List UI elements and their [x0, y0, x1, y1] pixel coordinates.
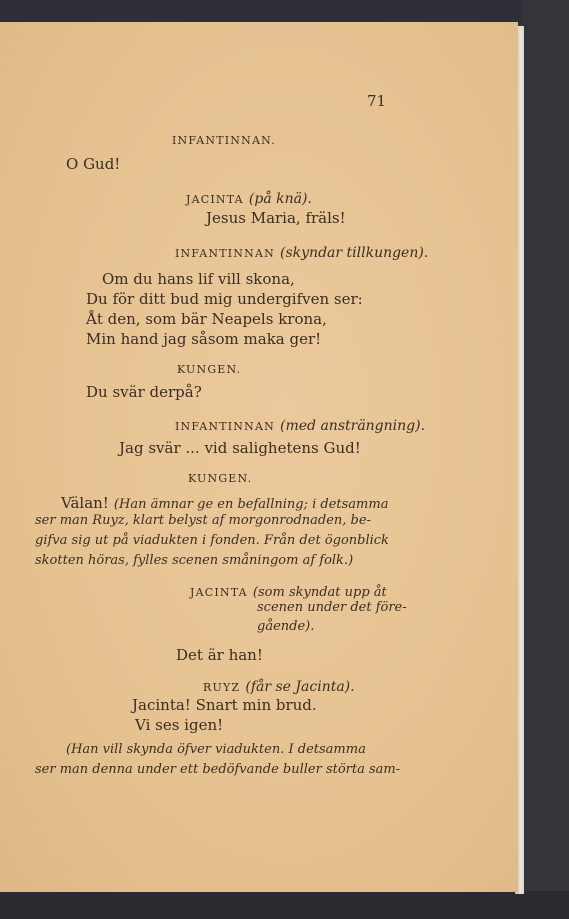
stage-direction: (skyndar tillkungen).	[280, 245, 429, 261]
dialogue-line: Jesus Maria, fräls!	[206, 209, 346, 227]
speaker-infantinnan: INFANTINNAN	[175, 247, 275, 260]
verse-line: Om du hans lif vill skona,	[102, 270, 295, 288]
scan-background-right	[521, 0, 569, 919]
dialogue-line: O Gud!	[66, 155, 121, 173]
stage-direction: (Han vill skynda öfver viadukten. I detsamma	[66, 742, 366, 757]
speaker-jacinta: JACINTA	[190, 586, 248, 599]
speaker-kungen: KUNGEN.	[188, 472, 253, 485]
scan-background-bottom	[0, 891, 569, 919]
speaker-jacinta: JACINTA	[186, 193, 244, 206]
dialogue-line: Det är han!	[176, 646, 263, 664]
verse-line: Jacinta! Snart min brud.	[132, 696, 317, 714]
dialogue-with-direction	[61, 493, 388, 512]
book-page	[0, 22, 518, 892]
verse-line: Åt den, som bär Neapels krona,	[86, 310, 327, 328]
speaker-heading-ruyz	[203, 676, 355, 695]
speaker-heading-infantinnan	[175, 415, 425, 434]
stage-direction: (Han ämnar ge en befallning; i detsamma	[113, 497, 389, 512]
stage-direction: (som skyndat upp åt	[252, 585, 387, 600]
stage-direction: (på knä).	[248, 191, 312, 207]
dialogue-line: Jag svär ... vid salighetens Gud!	[119, 439, 361, 457]
verse-line: Du för ditt bud mig undergifven ser:	[86, 290, 363, 308]
speaker-infantinnan: INFANTINNAN	[175, 420, 275, 433]
dialogue-line: Välan!	[61, 494, 109, 512]
stage-direction: gifva sig ut på viadukten i fonden. Från det ögonblick	[35, 533, 389, 548]
speaker-kungen: KUNGEN.	[177, 363, 242, 376]
speaker-heading-jacinta	[190, 581, 387, 600]
speaker-heading-infantinnan	[175, 242, 428, 261]
stage-direction: skotten höras, fylles scenen småningom af folk.)	[35, 553, 354, 568]
stage-direction: (med ansträngning).	[280, 418, 426, 434]
verse-line: Min hand jag såsom maka ger!	[86, 330, 322, 348]
stage-direction: ser man Ruyz, klart belyst af morgonrodnaden, be-	[35, 513, 371, 528]
stage-direction: gående).	[257, 619, 315, 634]
stage-direction: (får se Jacinta).	[245, 679, 355, 695]
verse-line: Vi ses igen!	[135, 716, 224, 734]
speaker-heading-jacinta	[186, 188, 312, 207]
stage-direction: scenen under det före-	[257, 600, 407, 615]
page-number: 71	[367, 92, 387, 110]
speaker-infantinnan: INFANTINNAN.	[172, 134, 276, 147]
stage-direction: ser man denna under ett bedöfvande buller störta sam-	[35, 762, 401, 777]
speaker-ruyz: RUYZ	[203, 681, 241, 694]
dialogue-line: Du svär derpå?	[86, 383, 202, 401]
